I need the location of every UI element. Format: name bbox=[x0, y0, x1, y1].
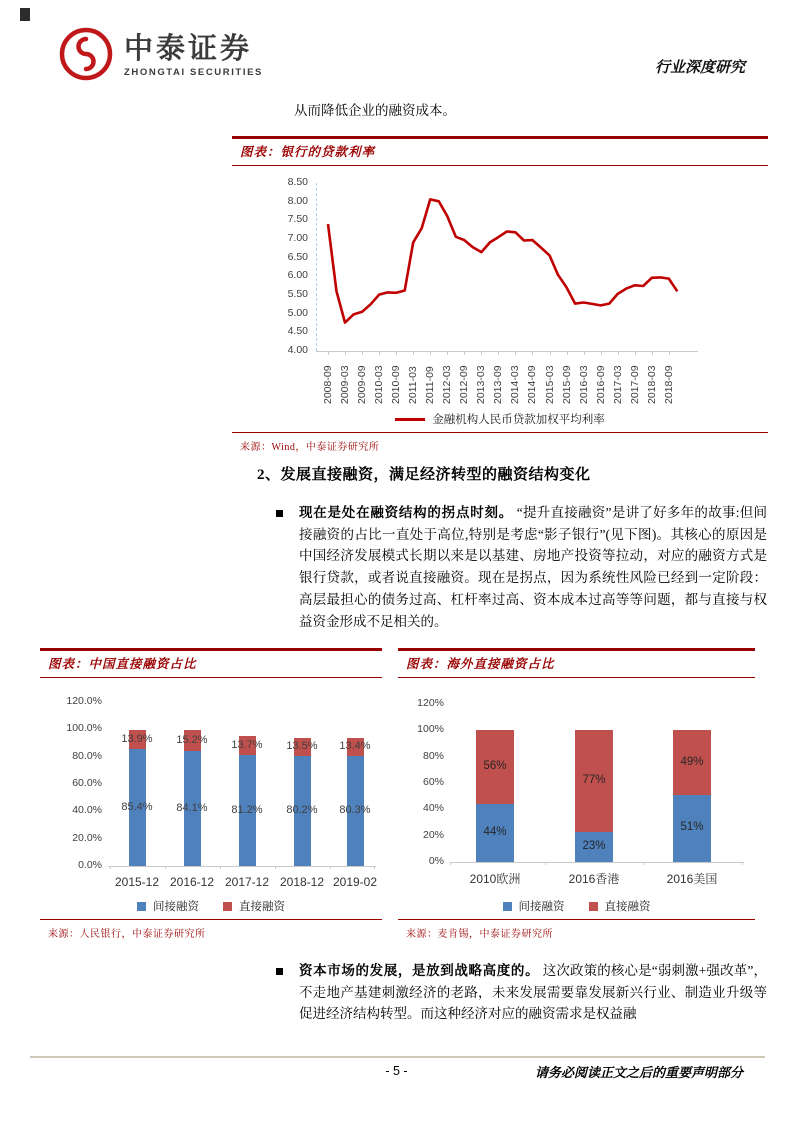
y-tick-label: 60.0% bbox=[72, 776, 102, 789]
x-tick-mark bbox=[220, 866, 221, 869]
bar-value-label-indirect: 84.1% bbox=[176, 801, 208, 814]
x-tick-label: 2010-03 bbox=[373, 365, 386, 404]
x-tick-label: 2016-03 bbox=[577, 365, 590, 404]
logo-text-cn: 中泰证券 bbox=[124, 33, 253, 66]
legend-label-direct: 直接融资 bbox=[239, 901, 285, 913]
bar-value-label-direct: 13.7% bbox=[231, 738, 263, 751]
x-axis-line bbox=[450, 862, 744, 863]
y-tick-label: 0.0% bbox=[78, 859, 102, 871]
x-tick-label: 2012-03 bbox=[441, 365, 454, 404]
y-tick-label: 5.50 bbox=[287, 287, 308, 300]
x-tick-mark bbox=[545, 862, 546, 865]
bar-value-label-direct: 49% bbox=[680, 755, 704, 768]
bar-value-label-indirect: 23% bbox=[582, 839, 606, 852]
header-logo bbox=[58, 26, 263, 87]
chart-title: 图表：中国直接融资占比 bbox=[48, 657, 197, 671]
chart-source-bar bbox=[398, 919, 755, 948]
bullet-paragraph-1 bbox=[299, 502, 767, 632]
category-label: 2016-12 bbox=[169, 875, 215, 889]
y-tick-label: 80% bbox=[422, 749, 444, 762]
bar-value-label-direct: 15.2% bbox=[176, 733, 208, 746]
y-tick-label: 7.00 bbox=[287, 231, 308, 244]
x-tick-label: 2012-09 bbox=[458, 365, 471, 404]
legend-line-marker bbox=[395, 418, 425, 421]
bar-chart-plot-overseas bbox=[398, 678, 755, 893]
bullet-2-lead: 资本市场的发展，是放到战略高度的。 bbox=[299, 963, 540, 978]
chart-box-loan-rate bbox=[232, 136, 768, 461]
chart-source-bar bbox=[40, 919, 382, 948]
bar-value-label-direct: 56% bbox=[483, 760, 507, 773]
chart-source: 来源：人民银行，中泰证券研究所 bbox=[48, 929, 206, 940]
line-chart-legend bbox=[232, 406, 768, 432]
x-tick-label: 2013-09 bbox=[492, 365, 505, 404]
category-label: 2010欧洲 bbox=[469, 872, 521, 886]
bar-value-label-direct: 77% bbox=[582, 774, 606, 787]
y-tick-label: 20% bbox=[422, 828, 444, 841]
legend-label-direct: 直接融资 bbox=[604, 901, 651, 913]
y-tick-label: 100.0% bbox=[66, 722, 102, 735]
bullet-2-body: 这次政策的核心是“弱刺激+强改革”，不走地产基建刺激经济的老路，未来发展需要靠发展新兴行业、制造业升级等促进经济结构转型。而这种经济对应的融资需求是权益融 bbox=[299, 963, 768, 1022]
bar-chart-plot-china bbox=[40, 678, 382, 893]
x-tick-mark bbox=[165, 866, 166, 869]
x-tick-label: 2014-03 bbox=[509, 365, 522, 404]
category-label: 2015-12 bbox=[114, 875, 160, 889]
bar-value-label-direct: 13.9% bbox=[121, 732, 153, 745]
x-tick-mark bbox=[644, 862, 645, 865]
legend-swatch-direct bbox=[589, 902, 598, 911]
x-tick-label: 2013-03 bbox=[475, 365, 488, 404]
scan-artifact bbox=[20, 8, 30, 21]
y-tick-label: 120% bbox=[417, 696, 444, 709]
category-label: 2016香港 bbox=[568, 872, 620, 886]
chart-source: 来源：Wind，中泰证券研究所 bbox=[240, 442, 380, 453]
legend-label: 金融机构人民币贷款加权平均利率 bbox=[432, 414, 605, 426]
legend-label-indirect: 间接融资 bbox=[153, 901, 199, 913]
y-tick-label: 120.0% bbox=[66, 694, 102, 707]
line-chart-plot bbox=[232, 166, 768, 406]
chart-source-bar bbox=[232, 432, 768, 461]
x-axis-line bbox=[108, 866, 376, 867]
legend-label-indirect: 间接融资 bbox=[518, 901, 565, 913]
legend-swatch-indirect bbox=[137, 902, 146, 911]
category-label: 2016美国 bbox=[666, 872, 718, 886]
bar-value-label-indirect: 81.2% bbox=[231, 803, 263, 816]
y-tick-label: 40.0% bbox=[72, 804, 102, 817]
x-tick-label: 2011-09 bbox=[424, 366, 437, 404]
category-label: 2019-02 bbox=[332, 875, 378, 889]
x-tick-label: 2015-03 bbox=[543, 365, 556, 404]
chart-title: 图表：海外直接融资占比 bbox=[406, 657, 555, 671]
y-tick-label: 4.50 bbox=[287, 325, 308, 338]
bar-value-label-indirect: 85.4% bbox=[121, 800, 153, 813]
x-tick-mark bbox=[110, 866, 111, 869]
footer-rule bbox=[30, 1056, 765, 1058]
y-tick-label: 7.50 bbox=[287, 213, 308, 226]
bar-value-label-direct: 13.5% bbox=[286, 740, 318, 753]
x-tick-mark bbox=[742, 862, 743, 865]
x-tick-label: 2016-09 bbox=[594, 365, 607, 404]
bullet-square-icon bbox=[276, 510, 283, 517]
bar-value-label-indirect: 80.3% bbox=[339, 804, 371, 817]
category-label: 2018-12 bbox=[279, 875, 325, 889]
bullet-paragraph-2 bbox=[299, 960, 767, 1025]
y-tick-label: 60% bbox=[422, 775, 444, 788]
legend-swatch-direct bbox=[223, 902, 232, 911]
bullet-1-lead: 现在是处在融资结构的拐点时刻。 bbox=[299, 505, 514, 520]
intro-paragraph: 从而降低企业的融资成本。 bbox=[294, 103, 456, 118]
zhongtai-logo-icon bbox=[58, 26, 114, 87]
page-number: - 5 - bbox=[385, 1064, 408, 1078]
chart-box-china-financing bbox=[40, 648, 382, 948]
y-tick-label: 80.0% bbox=[72, 749, 102, 762]
y-tick-label: 0% bbox=[428, 855, 444, 867]
bar-value-label-direct: 13.4% bbox=[339, 740, 371, 753]
chart-title: 图表：银行的贷款利率 bbox=[240, 145, 376, 159]
x-tick-label: 2015-09 bbox=[560, 365, 573, 404]
x-tick-mark bbox=[374, 866, 375, 869]
chart-box-overseas-financing bbox=[398, 648, 755, 948]
x-tick-label: 2017-03 bbox=[611, 365, 624, 404]
bar-value-label-indirect: 51% bbox=[680, 821, 704, 834]
y-tick-label: 6.00 bbox=[287, 269, 308, 282]
x-tick-mark bbox=[450, 862, 451, 865]
legend-swatch-indirect bbox=[503, 902, 512, 911]
y-tick-label: 40% bbox=[422, 802, 444, 815]
report-type-label: 行业深度研究 bbox=[654, 60, 745, 76]
logo-text-en: ZHONGTAI SECURITIES bbox=[124, 67, 263, 79]
chart-source: 来源：麦肯锡，中泰证券研究所 bbox=[406, 929, 553, 940]
y-tick-label: 8.00 bbox=[287, 194, 308, 207]
x-tick-label: 2018-09 bbox=[662, 365, 675, 404]
y-tick-label: 20.0% bbox=[72, 831, 102, 844]
x-tick-label: 2009-09 bbox=[356, 365, 369, 404]
y-tick-label: 4.00 bbox=[287, 343, 308, 356]
footer-disclaimer: 请务必阅读正文之后的重要声明部分 bbox=[534, 1065, 743, 1080]
x-tick-label: 2014-09 bbox=[526, 365, 539, 404]
x-tick-label: 2008-09 bbox=[322, 365, 334, 404]
section-heading: 2、发展直接融资，满足经济转型的融资结构变化 bbox=[257, 467, 591, 483]
x-tick-mark bbox=[330, 866, 331, 869]
chart-title-bar bbox=[398, 648, 755, 678]
x-tick-mark bbox=[275, 866, 276, 869]
bullet-1-body: “提升直接融资”是讲了好多年的故事:但间接融资的占比一直处于高位,特别是考虑“影子银行”(见下图)。其核心的原因是中国经济发展模式长期以来是以基建、房地产投资等拉动，对应的融资方式是银行贷款，或者说直接融资。现在是拐点，因为系统性风险已经到一定阶段：高层最担心的债务过高、杠杆率过高、资本成本过高等等问题，都与直接与权益资金形成不足相关的。 bbox=[299, 505, 768, 629]
y-tick-label: 5.00 bbox=[287, 306, 308, 319]
chart-title-bar bbox=[232, 136, 768, 166]
chart-title-bar bbox=[40, 648, 382, 678]
y-tick-label: 100% bbox=[417, 723, 444, 736]
x-tick-label: 2010-09 bbox=[390, 365, 403, 404]
bar-value-label-indirect: 80.2% bbox=[286, 804, 318, 817]
x-tick-label: 2018-03 bbox=[645, 365, 658, 404]
bar-chart-legend bbox=[398, 893, 755, 919]
x-tick-label: 2017-09 bbox=[628, 365, 641, 404]
bar-chart-legend bbox=[40, 893, 382, 919]
y-tick-label: 8.50 bbox=[287, 176, 308, 188]
rate-line-series bbox=[232, 166, 768, 406]
x-tick-label: 2011-03 bbox=[407, 366, 420, 404]
y-tick-label: 6.50 bbox=[287, 250, 308, 263]
bar-value-label-indirect: 44% bbox=[483, 826, 507, 839]
x-tick-label: 2009-03 bbox=[339, 365, 352, 404]
bullet-square-icon bbox=[276, 968, 283, 975]
category-label: 2017-12 bbox=[224, 875, 270, 889]
